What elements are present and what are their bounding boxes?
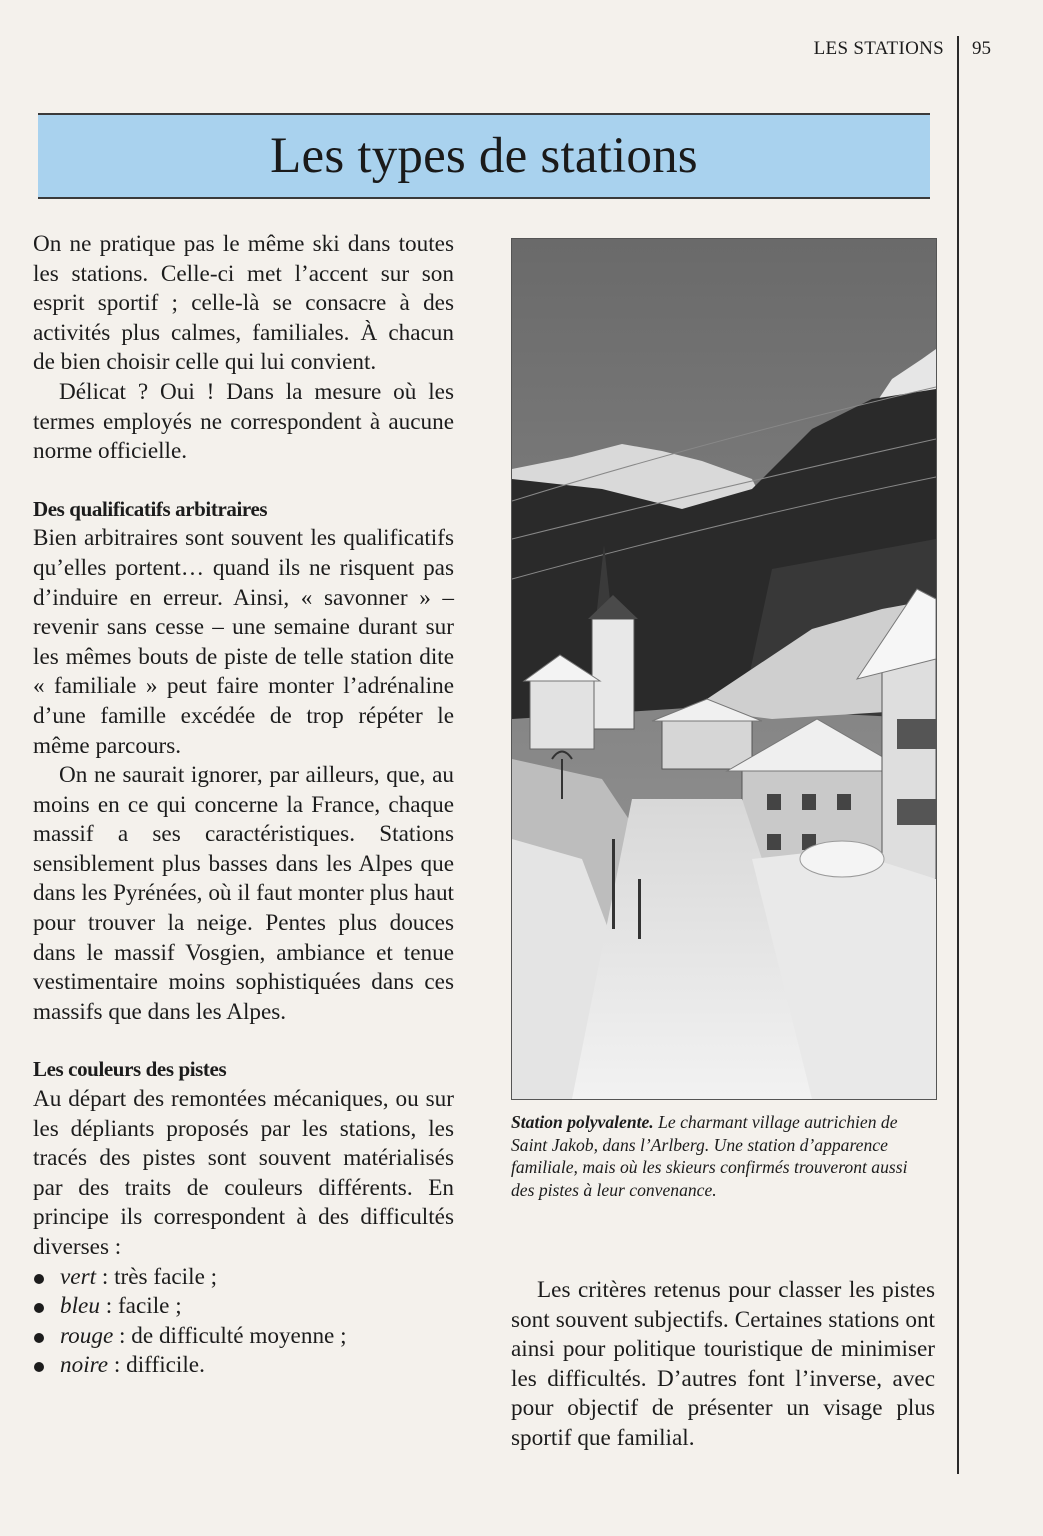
section-heading-qualificatifs: Des qualificatifs arbitraires (33, 496, 268, 521)
color-name: bleu (60, 1293, 100, 1320)
section-heading-couleurs: Les couleurs des pistes (33, 1057, 227, 1082)
right-column (511, 1276, 935, 1454)
color-name: vert (60, 1263, 97, 1290)
section2-paragraph: Au départ des remontées mécaniques, ou sur les dépliants proposés par les stations, les tracés des pistes sont souvent matérialisés par des traits de couleurs différents. En principe ils correspondent à des difficultés diverses : (33, 1086, 454, 1260)
list-item (33, 1292, 454, 1322)
color-desc: : facile ; (99, 1293, 182, 1320)
page-title: Les types de stations (270, 128, 698, 184)
list-item (33, 1322, 454, 1352)
intro-paragraph-1: On ne pratique pas le même ski dans toutes les stations. Celle-ci met l’accent sur son esprit sportif ; celle-là se consacre à des activités plus calmes, familiales. À chacun de bien choisir celle qui lui convient. (33, 231, 454, 376)
running-header: LES STATIONS (813, 38, 944, 59)
list-item (33, 1351, 454, 1381)
section1-paragraph-2: On ne saurait ignorer, par ailleurs, que, au moins en ce qui concerne la France, chaque massif a ses caractéristiques. Stations sensiblement plus basses dans les Alpes que dans les Pyrénées, où il faut monter plus haut pour trouver la neige. Pentes plus douces dans le massif Vosgien, ambiance et tenue vestimentaire moins sophistiquées dans ces massifs que dans les Alpes. (33, 762, 454, 1025)
photo-caption (511, 1111, 935, 1201)
color-desc: : de difficulté moyenne ; (113, 1322, 347, 1349)
right-paragraph: Les critères retenus pour classer les pistes sont souvent subjectifs. Certaines stations ont ainsi pour politique touristique de minimiser les difficultés. D’autres font l’inverse, avec pour objectif de présenter un visage plus sportif que familial. (511, 1277, 935, 1451)
section1-paragraph-1: Bien arbitraires sont souvent les qualificatifs qu’elles portent… quand ils ne risquent pas d’induire en erreur. Ainsi, « savonner » – revenir sans cesse – une semaine durant sur les mêmes bouts de piste de telle station dite « familiale » peut faire monter l’adrénaline d’une famille excédée de trop répéter le même parcours. (33, 525, 454, 759)
list-item (33, 1263, 454, 1293)
color-name: noire (60, 1352, 109, 1379)
intro-paragraph-2: Délicat ? Oui ! Dans la mesure où les termes employés ne correspondent à aucune norme officielle. (33, 378, 454, 465)
page-number: 95 (972, 38, 991, 59)
village-photo (511, 238, 937, 1100)
column-rule (957, 36, 959, 1474)
color-list (33, 1263, 454, 1381)
caption-lead: Station polyvalente. (511, 1112, 654, 1132)
title-band (38, 113, 930, 199)
color-desc: : très facile ; (96, 1263, 218, 1290)
caption-text: Le charmant village autrichien de Saint Jakob, dans l’Arlberg. Une station d’apparence familiale, mais où les skieurs confirmés trouveront aussi des pistes à leur convenance. (511, 1112, 908, 1200)
color-desc: : difficile. (108, 1352, 205, 1379)
color-name: rouge (60, 1322, 114, 1349)
left-column (33, 230, 454, 1381)
